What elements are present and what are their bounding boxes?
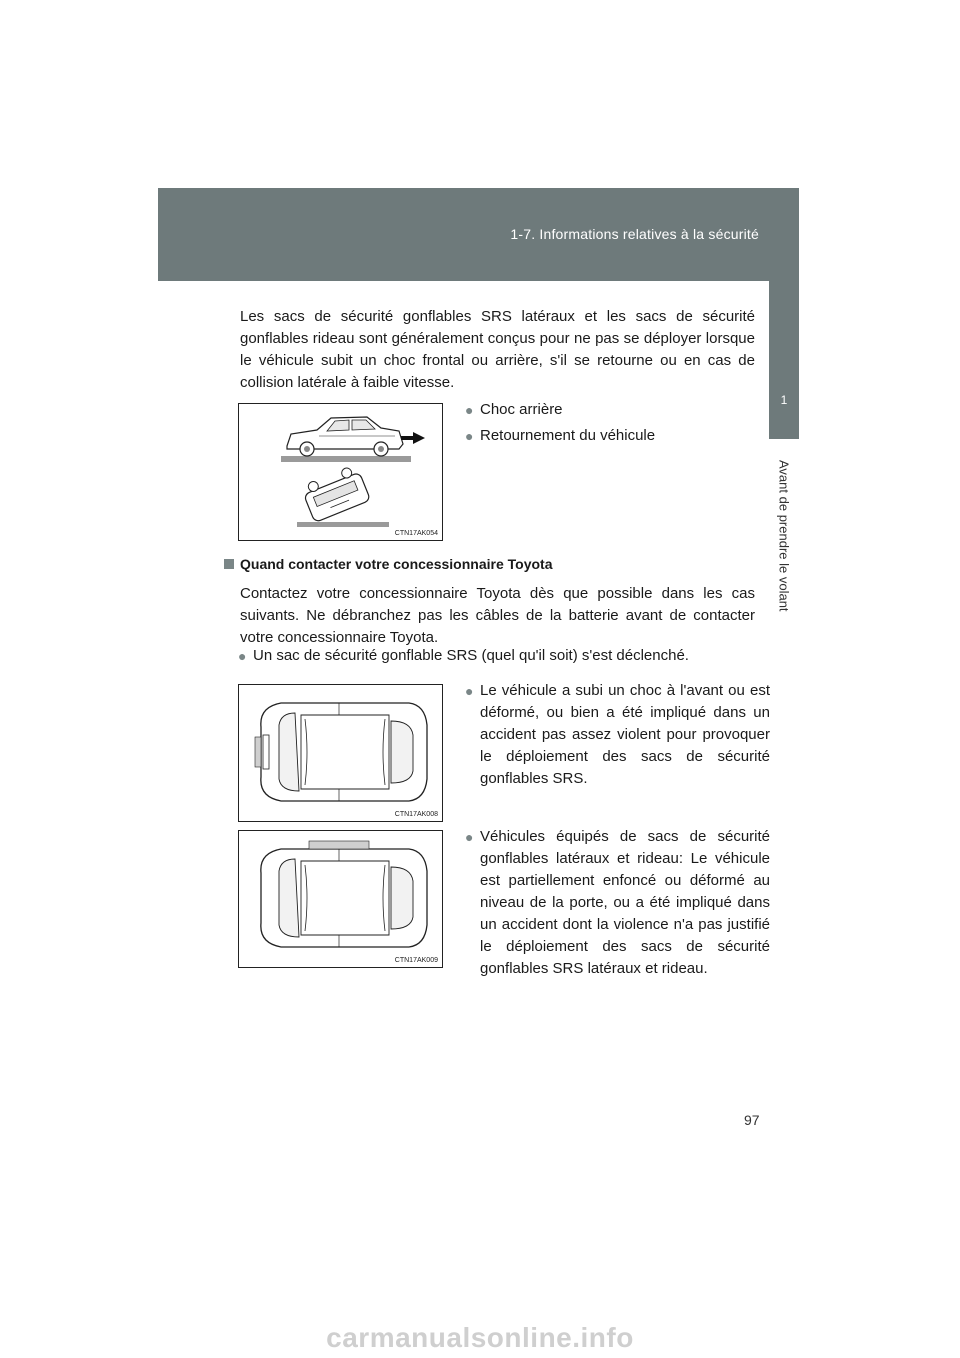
chapter-tab xyxy=(769,281,799,439)
bullet-side-damage xyxy=(465,826,770,980)
page-number: 97 xyxy=(744,1112,760,1128)
bullet-text: Choc arrière xyxy=(480,401,563,418)
figure-code: CTN17AK054 xyxy=(394,530,438,537)
bullet-dot-icon: ● xyxy=(465,402,474,418)
bullet-text: Le véhicule a subi un choc à l'avant ou est déformé, ou bien a été impliqué dans un accident pas assez violent pour provoquer le déploiement des sacs de sécurité gonflables SRS. xyxy=(480,682,770,787)
car-side-and-rollover-illustration xyxy=(239,404,442,540)
bullet-front-damage xyxy=(465,680,770,790)
intro-paragraph: Les sacs de sécurité gonflables SRS latéraux et les sacs de sécurité gonflables rideau sont généralement conçus pour ne pas se déployer lorsque le véhicule subit un choc frontal ou arrière, s'il se retourne ou en cas de collision latérale à faible vitesse. xyxy=(240,308,755,391)
section-paragraph: Contactez votre concessionnaire Toyota dès que possible dans les cas suivants. Ne débranchez pas les câbles de la batterie avant de contacter votre concessionnaire Toyota. xyxy=(240,585,755,646)
section-title: 1-7. Informations relatives à la sécurité xyxy=(510,226,759,242)
section-heading-text: Quand contacter votre concessionnaire Toyota xyxy=(240,556,553,572)
bullet-dot-icon: ● xyxy=(238,648,247,664)
bullet-airbag-deployed xyxy=(238,645,770,667)
car-top-view-front-illustration xyxy=(239,685,442,821)
bullet-rear-impact xyxy=(465,399,770,421)
bullet-dot-icon: ● xyxy=(465,829,474,845)
figure-code: CTN17AK009 xyxy=(394,957,438,964)
bullet-text: Retournement du véhicule xyxy=(480,427,656,444)
bullet-text: Véhicules équipés de sacs de sécurité gonflables latéraux et rideau: Le véhicule est partiellement enfoncé ou déformé au niveau de la porte, ou a été impliqué dans un accident dont la violence n'a pas justifié le déploiement des sacs de sécurité gonflables SRS latéraux et rideau. xyxy=(480,828,770,977)
section-heading xyxy=(224,556,552,572)
figure-front-damage xyxy=(238,684,443,822)
header-band xyxy=(158,188,799,281)
figure-code: CTN17AK008 xyxy=(394,811,438,818)
chapter-number: 1 xyxy=(780,393,788,407)
chapter-label: Avant de prendre le volant xyxy=(776,459,792,612)
bullet-dot-icon: ● xyxy=(465,428,474,444)
bullet-rollover xyxy=(465,425,770,447)
square-bullet-icon xyxy=(224,559,234,569)
bullet-dot-icon: ● xyxy=(465,683,474,699)
chapter-label-container xyxy=(776,448,792,623)
car-top-view-side-illustration xyxy=(239,831,442,967)
figure-rear-impact-rollover xyxy=(238,403,443,541)
bullet-text: Un sac de sécurité gonflable SRS (quel qu'il soit) s'est déclenché. xyxy=(253,647,689,664)
figure-side-damage xyxy=(238,830,443,968)
watermark: carmanualsonline.info xyxy=(326,1322,634,1353)
